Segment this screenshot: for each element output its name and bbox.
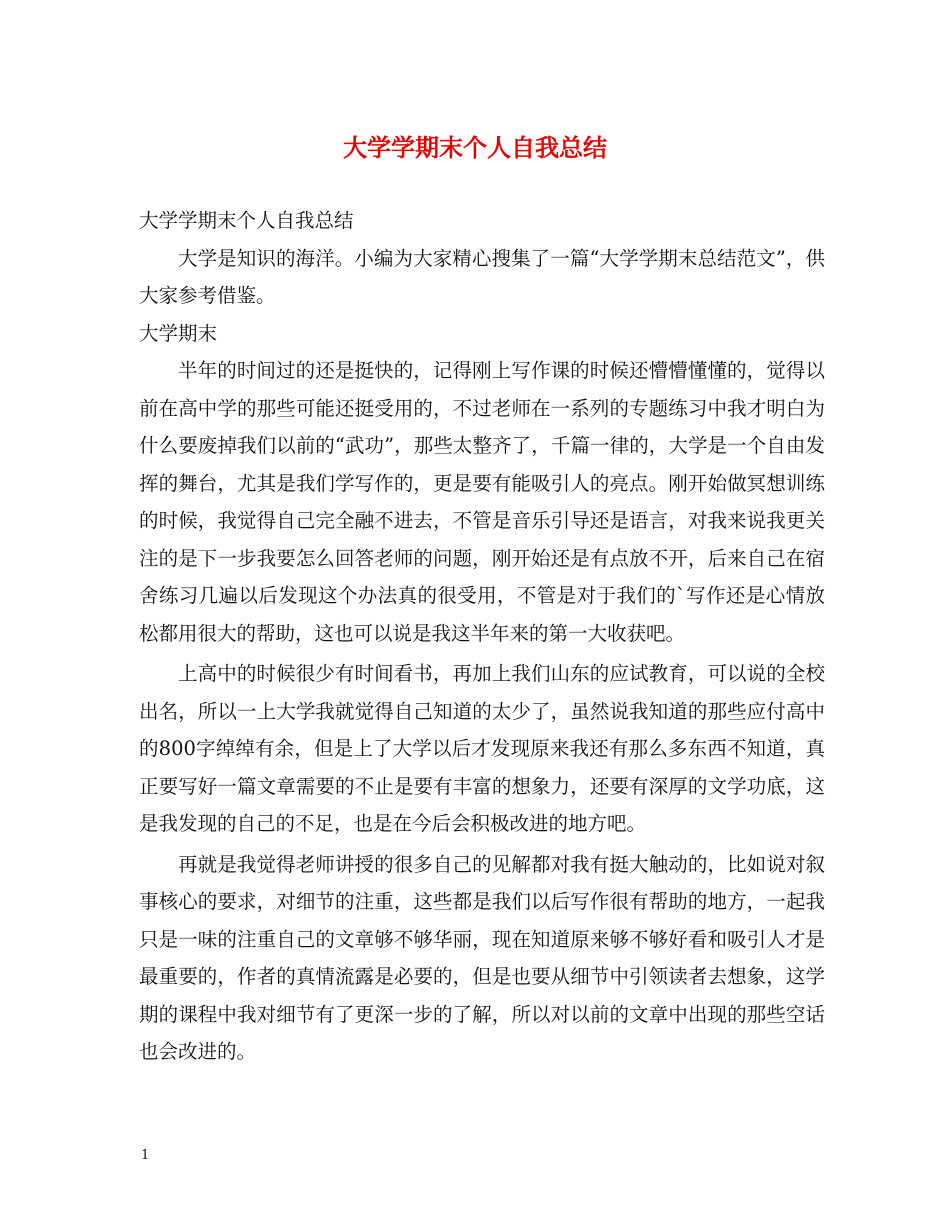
intro-paragraph: 大学是知识的海洋。小编为大家精心搜集了一篇“大学学期末总结范文”，供大家参考借鉴。	[139, 246, 825, 307]
page-number: 1	[141, 1148, 150, 1163]
section-heading: 大学期末	[139, 321, 218, 345]
document-body	[139, 202, 825, 1071]
body-paragraph: 再就是我觉得老师讲授的很多自己的见解都对我有挺大触动的，比如说对叙事核心的要求，对细节的注重，这些都是我们以后写作很有帮助的地方，一起我只是一味的注重自己的文章够不够华丽，现在知道原来够不够好看和吸引人才是最重要的，作者的真情流露是必要的，但是也要从细节中引领读者去想象，这学期的课程中我对细节有了更深一步的了解，所以对以前的文章中出现的那些空话也会改进的。	[139, 852, 825, 1063]
body-paragraph: 半年的时间过的还是挺快的，记得刚上写作课的时候还懵懵懂懂的，觉得以前在高中学的那些可能还挺受用的，不过老师在一系列的专题练习中我才明白为什么要废掉我们以前的“武功”，那些太整齐了，千篇一律的，大学是一个自由发挥的舞台，尤其是我们学写作的，更是要有能吸引人的亮点。刚开始做冥想训练的时候，我觉得自己完全融不进去，不管是音乐引导还是语言，对我来说我更关注的是下一步我要怎么回答老师的问题，刚开始还是有点放不开，后来自己在宿舍练习几遍以后发现这个办法真的很受用，不管是对于我们的`写作还是心情放松都用很大的帮助，这也可以说是我这半年来的第一大收获吧。	[139, 359, 825, 645]
body-paragraph: 上高中的时候很少有时间看书，再加上我们山东的应试教育，可以说的全校出名，所以一上大学我就觉得自己知道的太少了，虽然说我知道的那些应付高中的800字绰绰有余，但是上了大学以后才发现原来我还有那么多东西不知道，真正要写好一篇文章需要的不止是要有丰富的想象力，还要有深厚的文学功底，这是我发现的自己的不足，也是在今后会积极改进的地方吧。	[139, 662, 825, 835]
document-title: 大学学期末个人自我总结	[343, 133, 607, 162]
subtitle-paragraph: 大学学期末个人自我总结	[139, 209, 354, 232]
